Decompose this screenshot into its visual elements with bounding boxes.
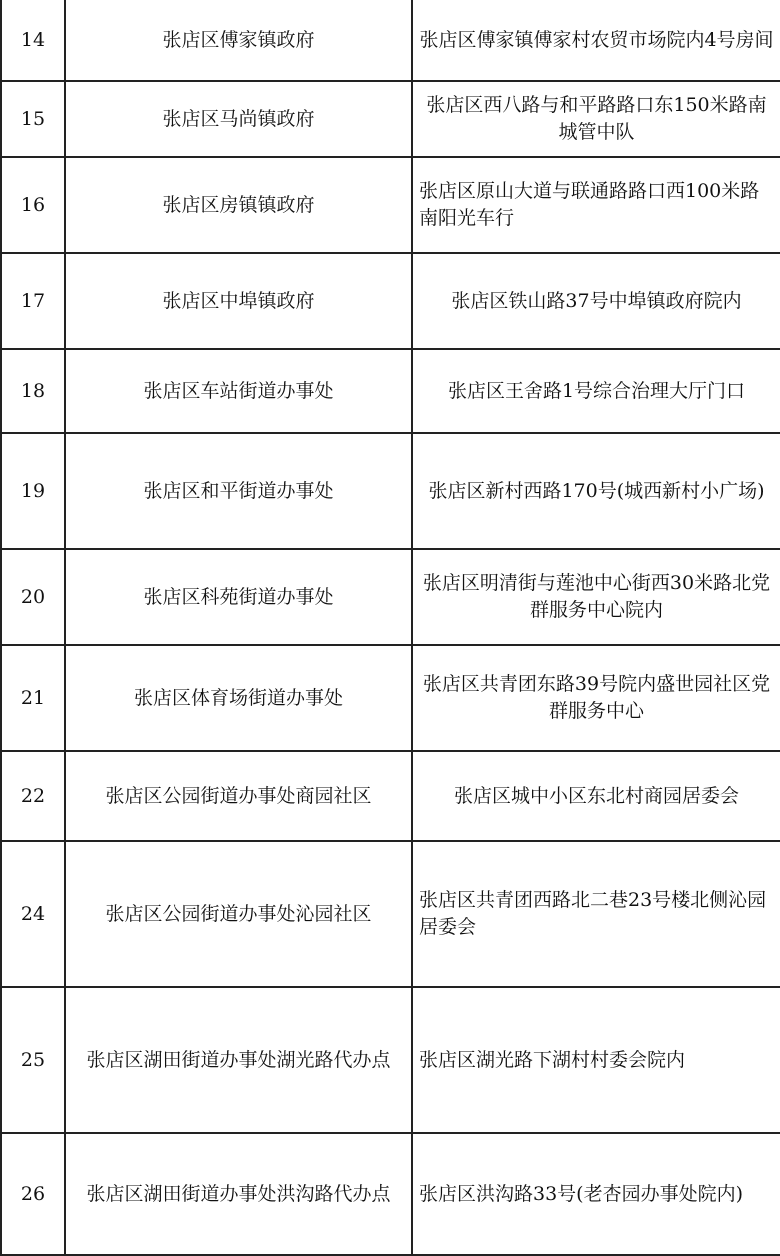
table-row <box>1 645 780 751</box>
office-address: 张店区西八路与和平路路口东150米路南城管中队 <box>412 81 780 157</box>
table-row <box>1 1133 780 1255</box>
row-number: 25 <box>1 987 65 1133</box>
office-name: 张店区车站街道办事处 <box>65 349 412 433</box>
table-row <box>1 157 780 253</box>
row-number: 15 <box>1 81 65 157</box>
office-address: 张店区傅家镇傅家村农贸市场院内4号房间 <box>412 0 780 81</box>
office-address: 张店区洪沟路33号(老杏园办事处院内) <box>412 1133 780 1255</box>
row-number: 26 <box>1 1133 65 1255</box>
row-number: 14 <box>1 0 65 81</box>
office-name: 张店区湖田街道办事处湖光路代办点 <box>65 987 412 1133</box>
office-name: 张店区中埠镇政府 <box>65 253 412 349</box>
table-row <box>1 987 780 1133</box>
table-row <box>1 349 780 433</box>
table-row <box>1 253 780 349</box>
office-name: 张店区湖田街道办事处洪沟路代办点 <box>65 1133 412 1255</box>
row-number: 21 <box>1 645 65 751</box>
table-row <box>1 0 780 81</box>
row-number: 20 <box>1 549 65 645</box>
office-name: 张店区体育场街道办事处 <box>65 645 412 751</box>
office-name: 张店区傅家镇政府 <box>65 0 412 81</box>
row-number: 17 <box>1 253 65 349</box>
office-name: 张店区公园街道办事处商园社区 <box>65 751 412 841</box>
table-row <box>1 751 780 841</box>
table-row <box>1 81 780 157</box>
office-address: 张店区明清街与莲池中心街西30米路北党群服务中心院内 <box>412 549 780 645</box>
office-address: 张店区共青团西路北二巷23号楼北侧沁园居委会 <box>412 841 780 987</box>
row-number: 24 <box>1 841 65 987</box>
table-body <box>1 0 780 1255</box>
office-address: 张店区共青团东路39号院内盛世园社区党群服务中心 <box>412 645 780 751</box>
table-row <box>1 549 780 645</box>
row-number: 16 <box>1 157 65 253</box>
office-address: 张店区湖光路下湖村村委会院内 <box>412 987 780 1133</box>
office-address: 张店区铁山路37号中埠镇政府院内 <box>412 253 780 349</box>
office-address: 张店区城中小区东北村商园居委会 <box>412 751 780 841</box>
office-name: 张店区公园街道办事处沁园社区 <box>65 841 412 987</box>
office-name: 张店区科苑街道办事处 <box>65 549 412 645</box>
office-name: 张店区房镇镇政府 <box>65 157 412 253</box>
table-row <box>1 433 780 549</box>
office-address: 张店区新村西路170号(城西新村小广场) <box>412 433 780 549</box>
row-number: 18 <box>1 349 65 433</box>
office-name: 张店区马尚镇政府 <box>65 81 412 157</box>
office-name: 张店区和平街道办事处 <box>65 433 412 549</box>
office-address: 张店区王舍路1号综合治理大厅门口 <box>412 349 780 433</box>
office-address: 张店区原山大道与联通路路口西100米路南阳光车行 <box>412 157 780 253</box>
row-number: 22 <box>1 751 65 841</box>
row-number: 19 <box>1 433 65 549</box>
table-row <box>1 841 780 987</box>
